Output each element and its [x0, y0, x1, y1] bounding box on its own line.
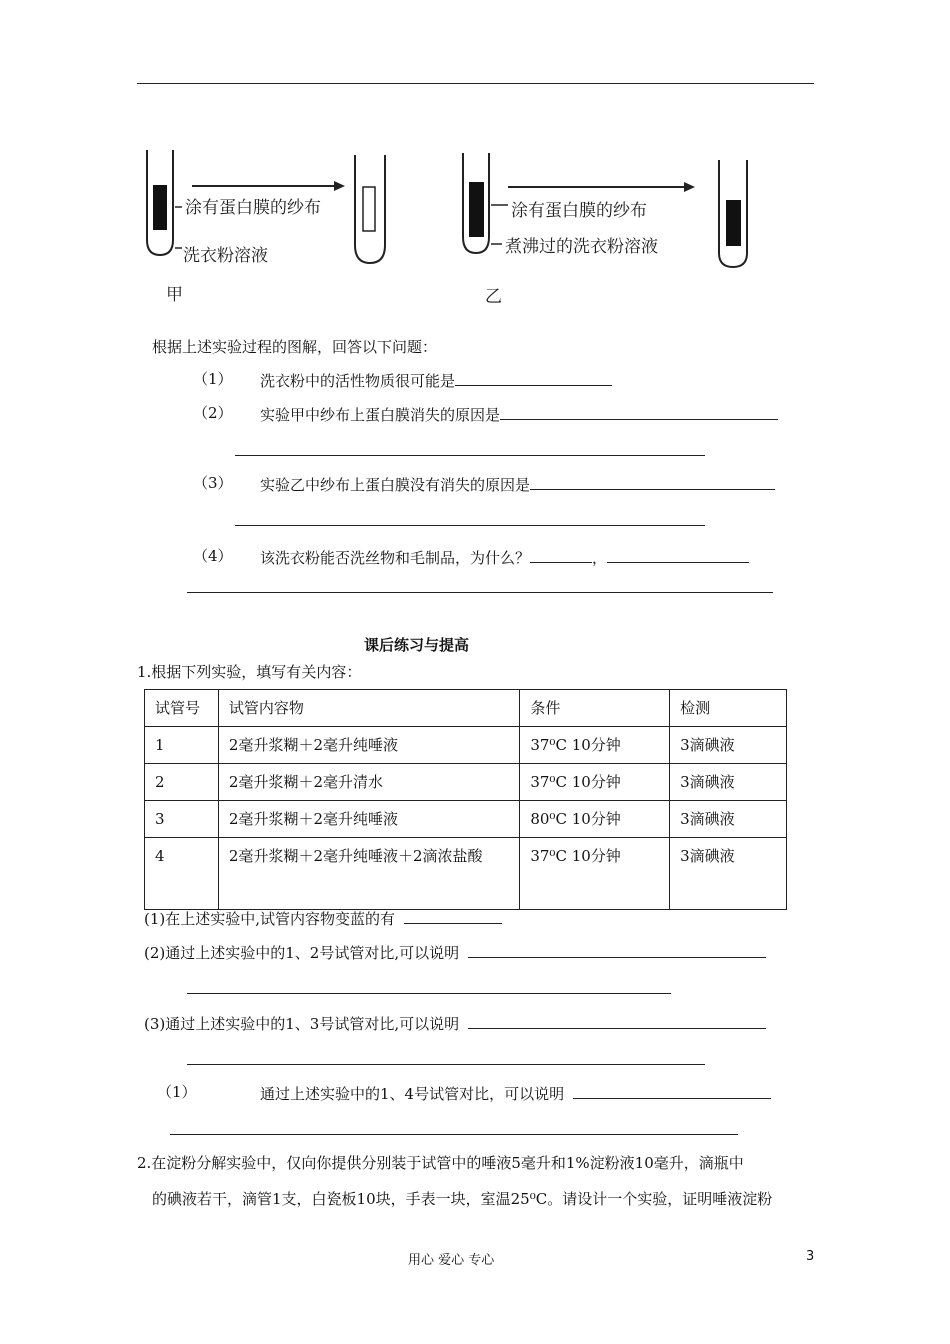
ex1-q1-blank[interactable] [404, 907, 502, 924]
table-cell: 2毫升浆糊＋2毫升纯唾液＋2滴浓盐酸 [218, 838, 519, 910]
q4-text: 该洗衣粉能否洗丝物和毛制品，为什么？ [260, 549, 531, 567]
q3-answer-line[interactable] [235, 525, 705, 526]
ex1-q1-row [144, 907, 502, 929]
table-cell: 4 [145, 838, 219, 910]
table-cell: 37⁰C 10分钟 [520, 764, 670, 801]
table-cell: 80⁰C 10分钟 [520, 801, 670, 838]
table-cell: 2毫升浆糊＋2毫升清水 [218, 764, 519, 801]
q3-text: 实验乙中纱布上蛋白膜没有消失的原因是 [260, 476, 531, 494]
table-cell: 37⁰C 10分钟 [520, 838, 670, 910]
table-cell: 37⁰C 10分钟 [520, 727, 670, 764]
q2-text: 实验甲中纱布上蛋白膜消失的原因是 [260, 406, 501, 424]
exercise2-line2: 的碘液若干，滴管1支，白瓷板10块，手表一块，室温25⁰C。请设计一个实验，证明唾液淀粉 [152, 1190, 773, 1208]
q3-row [260, 473, 775, 495]
test-tube-yi-after [719, 160, 747, 267]
ex1-q3-blank[interactable] [468, 1012, 766, 1029]
table-cell: 3滴碘液 [670, 838, 787, 910]
q4-answer-line[interactable] [187, 592, 773, 593]
tube2-gauze-label: 涂有蛋白膜的纱布 [511, 201, 647, 221]
header-cell: 条件 [520, 690, 670, 727]
ex1-q4-answer-line[interactable] [170, 1134, 738, 1135]
q3-number: （3） [193, 474, 233, 492]
table-cell: 3滴碘液 [670, 764, 787, 801]
q1-text: 洗衣粉中的活性物质很可能是 [260, 372, 456, 390]
ex1-q3-text: (3)通过上述实验中的1、3号试管对比,可以说明 [144, 1015, 460, 1033]
clean-gauze [363, 187, 375, 231]
table-row [145, 727, 787, 764]
q4-separator: ， [592, 549, 608, 567]
ex1-q2-blank[interactable] [468, 941, 766, 958]
q4-blank-a[interactable] [530, 546, 592, 563]
test-tube-jia-before [147, 150, 173, 255]
header-cell: 试管号 [145, 690, 219, 727]
table-cell: 1 [145, 727, 219, 764]
table-cell: 2毫升浆糊＋2毫升纯唾液 [218, 727, 519, 764]
gauze-block [726, 200, 741, 246]
table-header-row [145, 690, 787, 727]
ex1-q4-row [260, 1082, 771, 1104]
experiment-table [144, 689, 787, 910]
label-yi: 乙 [485, 287, 502, 307]
ex1-q3-row [144, 1012, 766, 1034]
test-tube-yi-before [463, 153, 489, 253]
table-cell: 2毫升浆糊＋2毫升纯唾液 [218, 801, 519, 838]
q4-blank-b[interactable] [607, 546, 749, 563]
ex1-q2-text: (2)通过上述实验中的1、2号试管对比,可以说明 [144, 944, 460, 962]
ex1-q4-number: （1） [157, 1083, 197, 1101]
table-row [145, 764, 787, 801]
table-cell: 2 [145, 764, 219, 801]
q1-number: （1） [193, 370, 233, 388]
ex1-q2-row [144, 941, 766, 963]
q1-row [260, 369, 612, 391]
q2-number: （2） [193, 404, 233, 422]
table-cell: 3滴碘液 [670, 727, 787, 764]
q2-blank[interactable] [500, 403, 778, 420]
experiment-figure [130, 145, 830, 310]
tube1-liquid-label: 洗衣粉溶液 [183, 246, 268, 266]
q2-row [260, 403, 778, 425]
q2-answer-line[interactable] [235, 455, 705, 456]
q3-blank[interactable] [530, 473, 775, 490]
header-cell: 试管内容物 [218, 690, 519, 727]
q1-blank[interactable] [455, 369, 612, 386]
section-title: 课后练习与提高 [364, 636, 470, 654]
ex1-q1-text: (1)在上述实验中,试管内容物变蓝的有 [144, 910, 396, 928]
footer-motto: 用心 爱心 专心 [408, 1253, 495, 1268]
table-cell: 3滴碘液 [670, 801, 787, 838]
tube2-liquid-label: 煮沸过的洗衣粉溶液 [505, 237, 658, 257]
ex1-q3-answer-line[interactable] [187, 1064, 705, 1065]
exercise1-prompt: 1.根据下列实验，填写有关内容： [137, 663, 362, 681]
table-cell: 3 [145, 801, 219, 838]
table-row [145, 838, 787, 910]
ex1-q2-answer-line[interactable] [187, 993, 671, 994]
ex1-q4-text: 通过上述实验中的1、4号试管对比，可以说明 [260, 1085, 565, 1103]
q4-row [260, 546, 749, 568]
test-tube-jia-after [355, 155, 385, 263]
table-row [145, 801, 787, 838]
tube1-gauze-label: 涂有蛋白膜的纱布 [185, 198, 321, 218]
gauze-block [469, 182, 484, 237]
label-jia: 甲 [166, 285, 183, 305]
page-number: 3 [806, 1249, 815, 1264]
header-cell: 检测 [670, 690, 787, 727]
intro-text: 根据上述实验过程的图解，回答以下问题： [152, 338, 438, 356]
ex1-q4-blank[interactable] [573, 1082, 771, 1099]
gauze-block [153, 185, 167, 230]
header-rule [137, 83, 814, 84]
q4-number: （4） [193, 547, 233, 565]
exercise2-line1: 2.在淀粉分解实验中，仅向你提供分别装于试管中的唾液5毫升和1%淀粉液10毫升，滴瓶中 [137, 1154, 744, 1172]
